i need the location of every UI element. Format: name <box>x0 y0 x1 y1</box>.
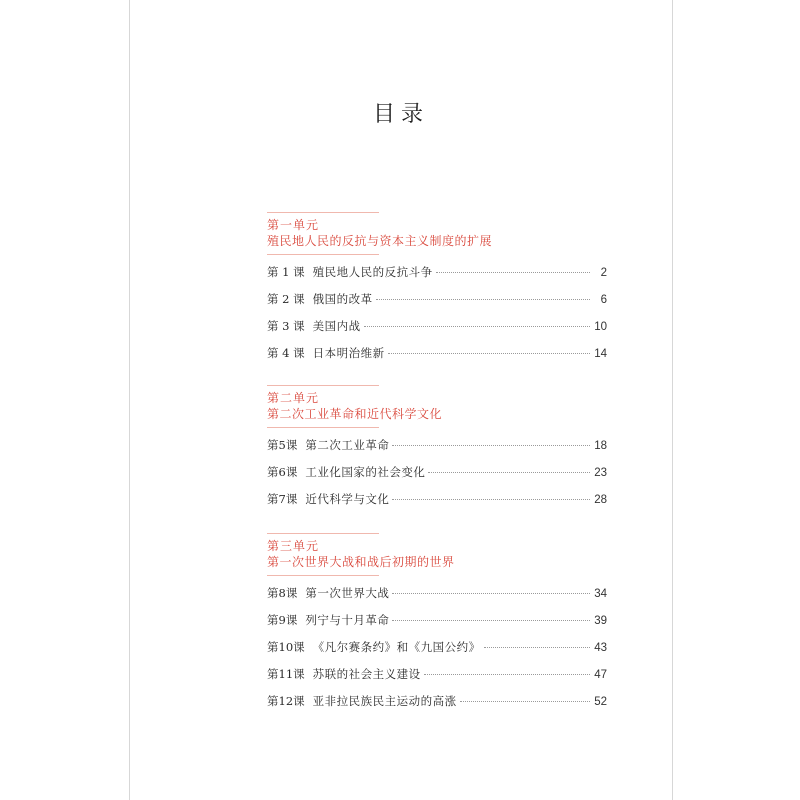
unit-name: 第二次工业革命和近代科学文化 <box>267 407 443 421</box>
lesson-title: 第一次世界大战 <box>305 586 390 600</box>
lesson-number: 第 4 课 <box>267 346 305 360</box>
lesson-list <box>267 437 607 518</box>
lesson-number: 第6课 <box>267 465 298 479</box>
lesson-number: 第 2 课 <box>267 292 305 306</box>
lesson-title: 列宁与十月革命 <box>305 613 390 627</box>
dot-leader <box>436 272 590 273</box>
dot-leader <box>428 472 590 473</box>
lesson-title: 苏联的社会主义建设 <box>312 667 421 681</box>
lesson-number: 第8课 <box>267 586 298 600</box>
unit-divider <box>267 385 379 386</box>
page-number: 2 <box>600 267 607 279</box>
dot-leader <box>364 326 590 327</box>
unit-number: 第三单元 <box>267 539 320 553</box>
unit-divider <box>267 575 379 576</box>
dot-leader <box>388 353 590 354</box>
lesson-number: 第 1 课 <box>267 265 305 279</box>
dot-leader <box>392 445 590 446</box>
lesson-title: 近代科学与文化 <box>305 492 390 506</box>
toc-entry[interactable] <box>267 612 607 639</box>
toc-entry[interactable] <box>267 639 607 666</box>
page-number: 47 <box>594 669 607 681</box>
lesson-title: 第二次工业革命 <box>305 438 390 452</box>
lesson-number: 第11课 <box>267 667 305 681</box>
unit-name: 第一次世界大战和战后初期的世界 <box>267 555 455 569</box>
page-number: 34 <box>594 588 607 600</box>
page-title: 目录 <box>372 102 429 127</box>
lesson-title: 美国内战 <box>312 319 361 333</box>
toc-entry[interactable] <box>267 491 607 518</box>
lesson-title: 《凡尔赛条约》和《九国公约》 <box>312 640 481 654</box>
page-number: 43 <box>594 642 607 654</box>
unit-section-1 <box>267 212 607 372</box>
page-number: 52 <box>594 696 607 708</box>
dot-leader <box>376 299 590 300</box>
page-number: 23 <box>594 467 607 479</box>
lesson-number: 第9课 <box>267 613 298 627</box>
lesson-title: 亚非拉民族民主运动的高涨 <box>312 694 457 708</box>
toc-entry[interactable] <box>267 264 607 291</box>
lesson-number: 第10课 <box>267 640 305 654</box>
toc-entry[interactable] <box>267 693 607 720</box>
lesson-list <box>267 585 607 720</box>
toc-entry[interactable] <box>267 318 607 345</box>
page-number: 14 <box>594 348 607 360</box>
toc-entry[interactable] <box>267 666 607 693</box>
lesson-number: 第7课 <box>267 492 298 506</box>
unit-divider <box>267 427 379 428</box>
page-number: 6 <box>600 294 607 306</box>
unit-number: 第二单元 <box>267 391 320 405</box>
unit-section-2 <box>267 385 607 518</box>
lesson-number: 第12课 <box>267 694 305 708</box>
page-number: 39 <box>594 615 607 627</box>
dot-leader <box>392 593 590 594</box>
lesson-title: 殖民地人民的反抗斗争 <box>312 265 433 279</box>
unit-divider <box>267 254 379 255</box>
dot-leader <box>392 499 590 500</box>
page-number: 28 <box>594 494 607 506</box>
dot-leader <box>484 647 590 648</box>
toc-entry[interactable] <box>267 291 607 318</box>
lesson-title: 日本明治维新 <box>312 346 385 360</box>
unit-number: 第一单元 <box>267 218 320 232</box>
book-page <box>129 0 673 800</box>
page-number: 18 <box>594 440 607 452</box>
unit-section-3 <box>267 533 607 720</box>
toc-entry[interactable] <box>267 437 607 464</box>
lesson-number: 第5课 <box>267 438 298 452</box>
lesson-title: 工业化国家的社会变化 <box>305 465 426 479</box>
dot-leader <box>392 620 590 621</box>
toc-entry[interactable] <box>267 585 607 612</box>
toc-entry[interactable] <box>267 345 607 372</box>
lesson-list <box>267 264 607 372</box>
toc-entry[interactable] <box>267 464 607 491</box>
lesson-title: 俄国的改革 <box>312 292 373 306</box>
unit-divider <box>267 533 379 534</box>
unit-name: 殖民地人民的反抗与资本主义制度的扩展 <box>267 234 493 248</box>
dot-leader <box>424 674 590 675</box>
unit-divider <box>267 212 379 213</box>
dot-leader <box>460 701 590 702</box>
lesson-number: 第 3 课 <box>267 319 305 333</box>
page-number: 10 <box>594 321 607 333</box>
